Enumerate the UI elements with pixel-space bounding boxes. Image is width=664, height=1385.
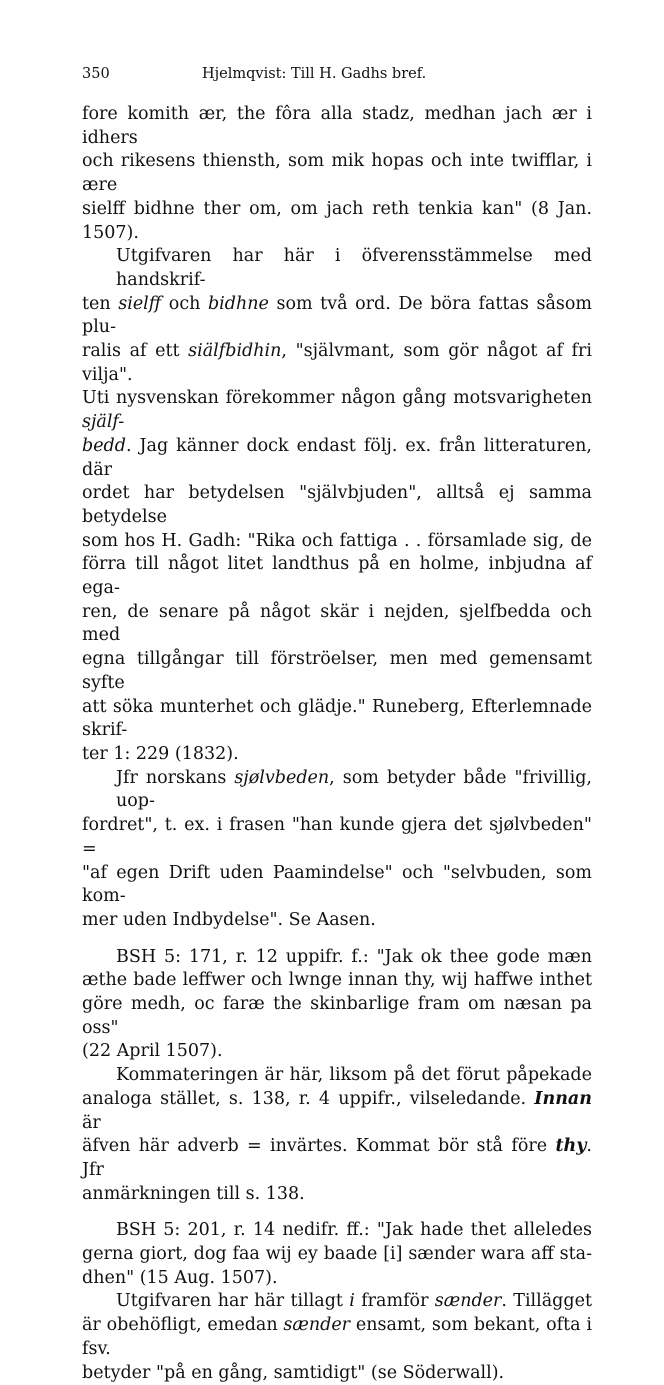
text-line: mer uden Indbydelse". Se Aasen. — [82, 909, 376, 930]
page-number: 350 — [82, 66, 110, 82]
body-text — [82, 103, 592, 1385]
text-line: ren, de senare på något skär i nejden, sjelfbedda och med — [82, 601, 592, 646]
text-line: BSH 5: 171, r. 12 uppifr. f.: "Jak ok thee gode mæn — [116, 946, 592, 967]
text-line: bedd. Jag känner dock endast följ. ex. från litteraturen, där — [82, 435, 592, 480]
text-line: æthe bade leffwer och lwnge innan thy, wij haffwe inthet — [82, 970, 592, 991]
text-line: "af egen Drift uden Paamindelse" och "selvbuden, som kom- — [82, 862, 592, 907]
italic-term: siälfbidhin — [188, 341, 282, 362]
running-head: Hjelmqvist: Till H. Gadhs bref. — [202, 66, 427, 82]
text-line: analoga stället, s. 138, r. 4 uppifr., vilseledande. Innan är — [82, 1088, 592, 1133]
text-line: Jfr norskans sjølvbeden, som betyder både "frivillig, uop- — [116, 767, 592, 812]
text-line: (22 April 1507). — [82, 1041, 223, 1062]
text-line: dhen" (15 Aug. 1507). — [82, 1267, 278, 1288]
text-line: Utgifvaren har här tillagt i framför sænder. Tillägget — [116, 1291, 592, 1312]
text-line: Uti nysvenskan förekommer någon gång motsvarigheten själf- — [82, 388, 592, 433]
italic-term: sænder — [434, 1291, 502, 1312]
text-line: BSH 5: 201, r. 14 nedifr. ff.: "Jak hade thet alleledes — [116, 1220, 592, 1241]
text-line: egna tillgångar till förströelser, men med gemensamt syfte — [82, 649, 592, 693]
text-line: betyder "på en gång, samtidigt" (se Söderwall). — [82, 1362, 505, 1383]
text-line: och rikesens thiensth, som mik hopas och inte twifflar, i ære — [82, 151, 592, 196]
text-line: sielff bidhne ther om, om jach reth tenkia kan" (8 Jan. 1507). — [82, 198, 592, 243]
text-line: fordret", t. ex. i frasen "han kunde gjera det sjølvbeden" = — [82, 815, 592, 859]
text-line: förra till något litet landthus på en holme, inbjudna af ega- — [82, 554, 592, 599]
italic-term: sænder — [283, 1315, 351, 1336]
italic-term: bidhne — [207, 293, 269, 314]
page-header — [82, 66, 592, 86]
italic-term: thy — [555, 1136, 587, 1157]
text-line: ter 1: 229 (1832). — [82, 743, 239, 764]
text-line: gerna giort, dog faa wij ey baade [i] sænder wara aff sta- — [82, 1244, 592, 1265]
italic-term: i — [349, 1291, 355, 1312]
text-line: fore komith ær, the fôra alla stadz, medhan jach ær i idhers — [82, 104, 592, 148]
italic-term: sjølvbeden — [234, 767, 330, 788]
italic-term: Innan — [534, 1088, 592, 1109]
text-line: Utgifvaren har här i öfverensstämmelse med handskrif- — [116, 246, 592, 290]
italic-term: sielff — [118, 293, 162, 314]
text-line: ordet har betydelsen "självbjuden", alltså ej samma betydelse — [82, 483, 592, 527]
text-line: att söka munterhet och glädje." Runeberg, Efterlemnade skrif- — [82, 696, 592, 741]
text-line: Kommateringen är här, liksom på det förut påpekade — [116, 1065, 592, 1086]
text-line: ten sielff och bidhne som två ord. De böra fattas såsom plu- — [82, 293, 592, 338]
text-line: ralis af ett siälfbidhin, "självmant, som gör något af fri vilja". — [82, 341, 592, 385]
italic-term: själf- — [82, 412, 125, 433]
text-line: göre medh, oc faræ the skinbarlige fram om næsan pa oss" — [82, 994, 592, 1038]
text-line: är obehöfligt, emedan sænder ensamt, som bekant, ofta i fsv. — [82, 1315, 592, 1359]
text-line: äfven här adverb = invärtes. Kommat bör stå före thy. Jfr — [82, 1136, 592, 1180]
text-line: som hos H. Gadh: "Rika och fattiga . . församlade sig, de — [82, 530, 592, 551]
italic-term: bedd — [82, 435, 126, 456]
text-line: anmärkningen till s. 138. — [82, 1183, 305, 1204]
